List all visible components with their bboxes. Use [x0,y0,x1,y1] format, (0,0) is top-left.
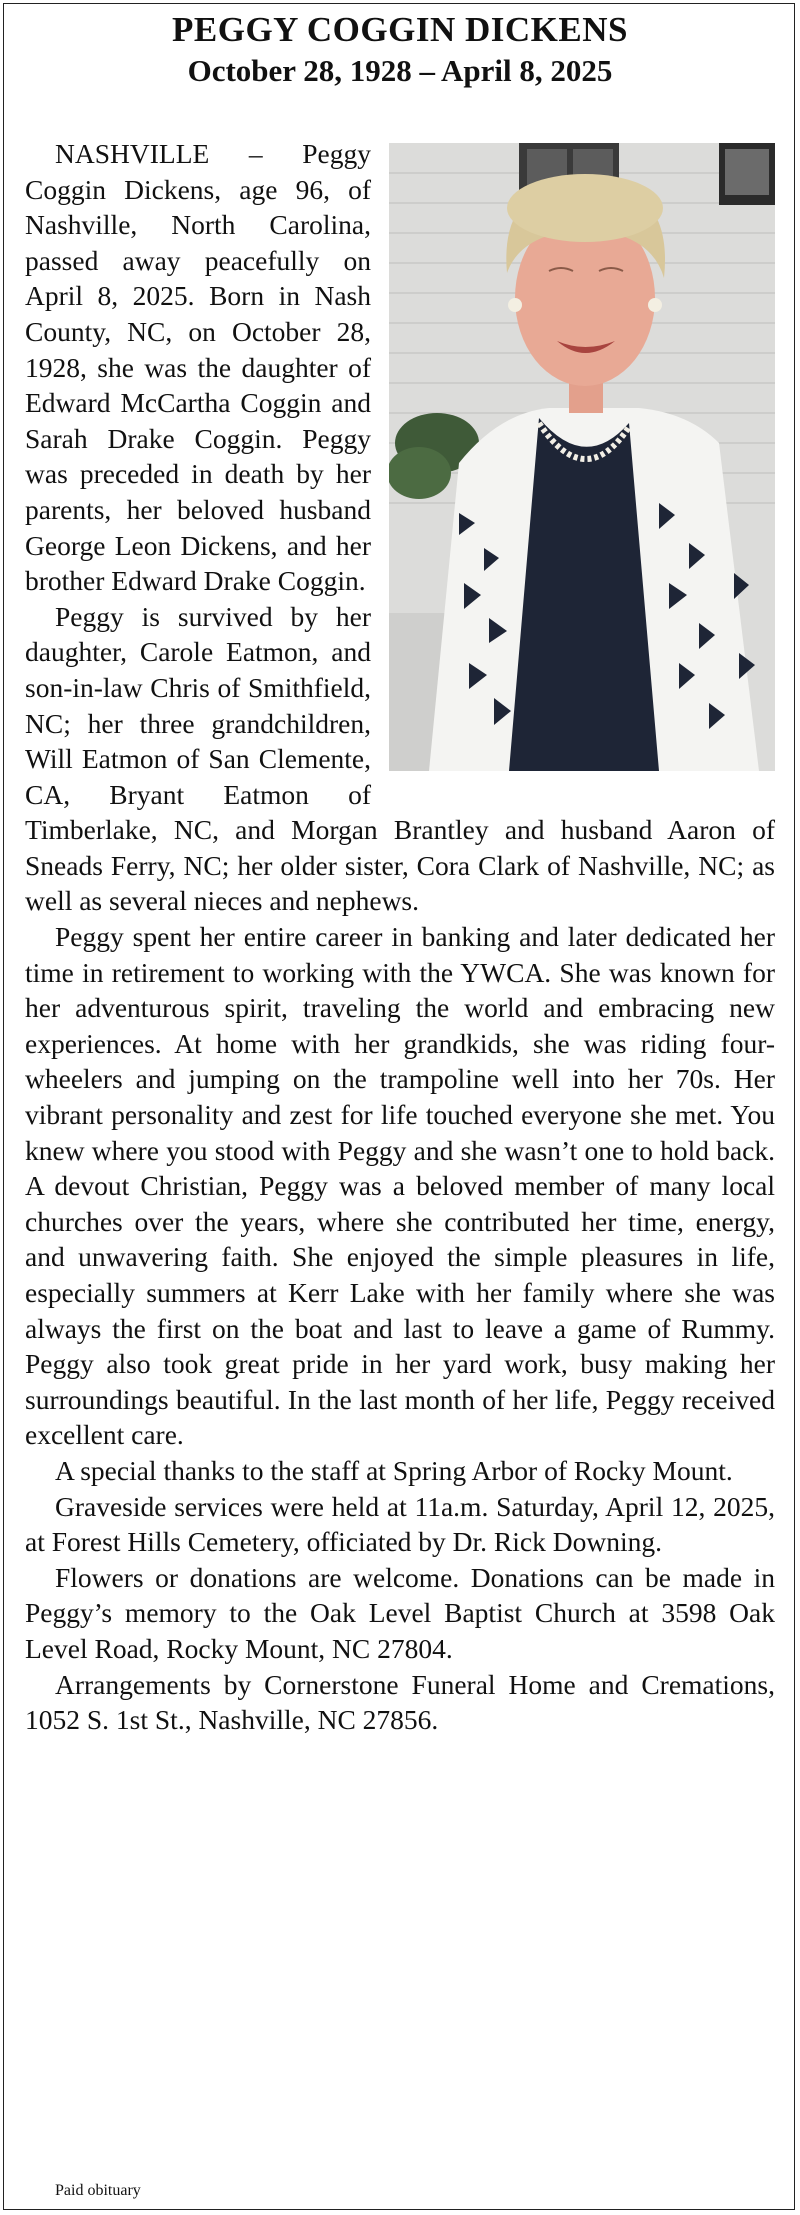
obituary-dates: October 28, 1928 – April 8, 2025 [187,53,613,88]
paragraph-intro-text: NASHVILLE – Peggy Coggin Dickens, age 96, of Nashville, North Carolina, passed away peacefully on April 8, 2025. Born in Nash County, NC, on October 28, 1928, she was the daughter of Edward McCartha Coggin and Sarah Drake Coggin. Peggy was preceded in death by her parents, her beloved husband George Leon Dickens, and her brother Edward Drake Coggin. [25,138,371,597]
paragraph-arrangements: Arrangements by Cornerstone Funeral Home and Cremations, 1052 S. 1st St., Nashville, NC 27856. [25,1668,775,1736]
paid-obituary-label: Paid obituary [55,2182,141,2199]
portrait-image [389,143,775,771]
paragraph-life: Peggy spent her entire career in banking and later dedicated her time in retirement to working with the YWCA. She was known for her adventurous spirit, traveling the world and embracing new experiences. At home with her grandkids, she was riding four-wheelers and jumping on the trampoline well into her 70s. Her vibrant personality and zest for life touched everyone she met. You knew where you stood with Peggy and she wasn’t one to hold back. A devout Christian, Peggy was a beloved member of many local churches over the years, where she contributed her time, energy, and unwavering faith. She enjoyed the simple pleasures in life, especially summers at Kerr Lake with her family where she was always the first on the boat and last to leave a game of Rummy. Peggy also took great pride in her yard work, busy making her surroundings beautiful. In the last month of her life, Peggy received excellent care. [25,921,775,1451]
obituary-name: PEGGY COGGIN DICKENS [172,10,628,49]
paragraph-thanks: A special thanks to the staff at Spring Arbor of Rocky Mount. [55,1454,733,1486]
paragraph-intro [25,136,775,599]
paragraph-services: Graveside services were held at 11a.m. Saturday, April 12, 2025, at Forest Hills Cemetery, officiated by Dr. Rick Downing. [25,1490,775,1558]
portrait-photo [389,143,775,771]
paragraph-donations: Flowers or donations are welcome. Donations can be made in Peggy’s memory to the Oak Level Baptist Church at 3598 Oak Level Road, Rocky Mount, NC 27804. [25,1561,775,1664]
paragraph-survivors: Peggy is survived by her daughter, Carole Eatmon, and son-in-law Chris of Smithfield, NC; her three grandchildren, Will Eatmon of San Clemente, CA, Bryant Eatmon of Timberlake, NC, and Morgan Brantley and husband Aaron of Sneads Ferry, NC; her older sister, Cora Clark of Nashville, NC; as well as several nieces and nephews. [25,600,775,917]
obituary-body [25,136,775,1738]
